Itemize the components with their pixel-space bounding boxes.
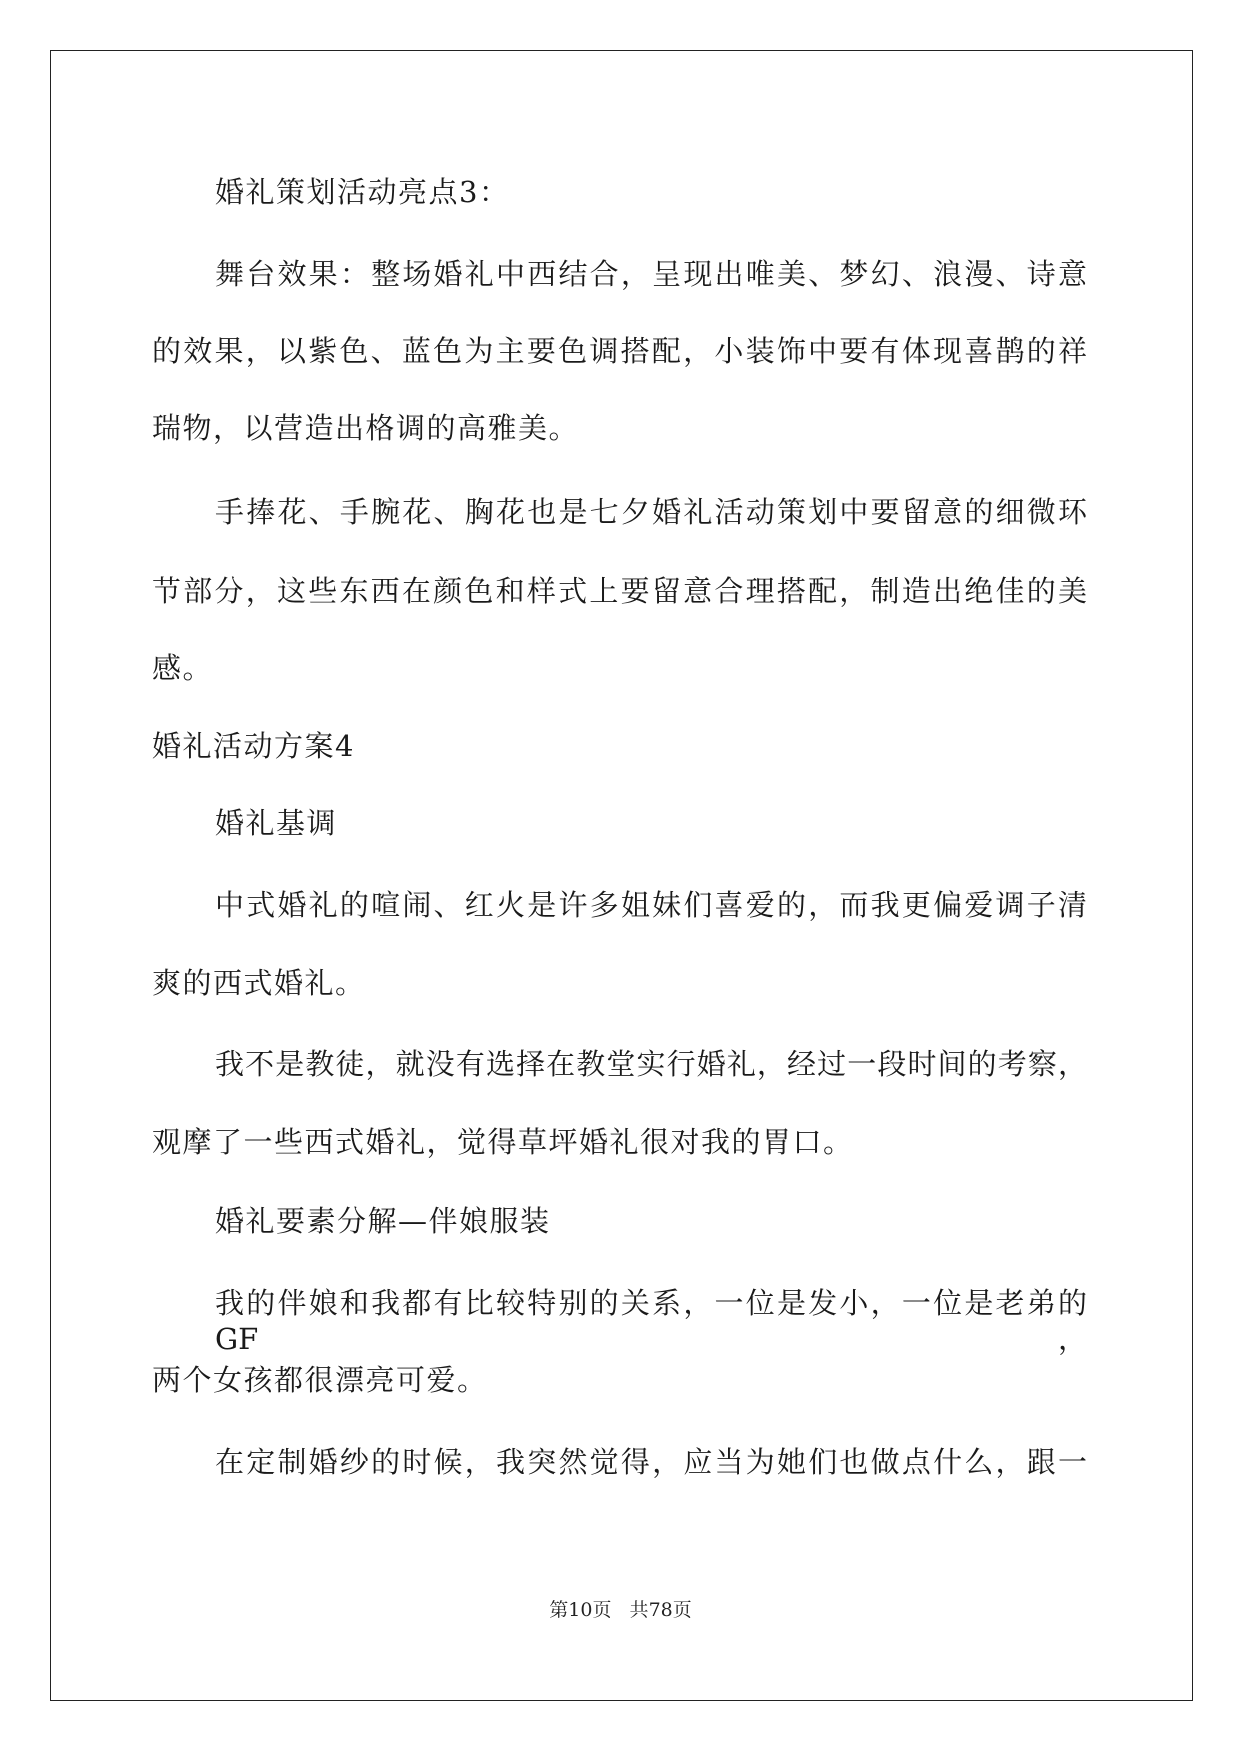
paragraph-line: 瑞物，以营造出格调的高雅美。 [152, 411, 580, 445]
footer-mid: 页 共 [592, 1599, 649, 1621]
paragraph-line: 的效果，以紫色、蓝色为主要色调搭配，小装饰中要有体现喜鹊的祥 [152, 334, 1087, 368]
paragraph-line: 感。 [152, 651, 214, 685]
section-heading: 婚礼活动方案4 [152, 729, 355, 763]
footer-prefix: 第 [549, 1599, 569, 1621]
footer-suffix: 页 [672, 1599, 692, 1621]
footer-current-page: 10 [568, 1599, 593, 1621]
footer-total-pages: 78 [648, 1599, 673, 1621]
paragraph-line: 我的伴娘和我都有比较特别的关系，一位是发小，一位是老弟的GF， [215, 1286, 1087, 1356]
paragraph-line: 两个女孩都很漂亮可爱。 [152, 1363, 488, 1397]
paragraph-line: 婚礼策划活动亮点3： [215, 175, 510, 209]
paragraph-line: 在定制婚纱的时候，我突然觉得，应当为她们也做点什么，跟一 [215, 1445, 1087, 1479]
subheading: 婚礼基调 [215, 806, 338, 840]
page-number-footer [0, 1598, 1241, 1622]
paragraph-line: 我不是教徒，就没有选择在教堂实行婚礼，经过一段时间的考察， [215, 1047, 1087, 1081]
paragraph-line: 手捧花、手腕花、胸花也是七夕婚礼活动策划中要留意的细微环 [215, 495, 1087, 529]
paragraph-line: 观摩了一些西式婚礼，觉得草坪婚礼很对我的胃口。 [152, 1125, 854, 1159]
paragraph-line: 中式婚礼的喧闹、红火是许多姐妹们喜爱的，而我更偏爱调子清 [215, 888, 1087, 922]
paragraph-line: 节部分，这些东西在颜色和样式上要留意合理搭配，制造出绝佳的美 [152, 574, 1087, 608]
paragraph-line: 舞台效果：整场婚礼中西结合，呈现出唯美、梦幻、浪漫、诗意 [215, 257, 1087, 291]
paragraph-line: 爽的西式婚礼。 [152, 966, 366, 1000]
subheading: 婚礼要素分解—伴娘服装 [215, 1204, 551, 1238]
